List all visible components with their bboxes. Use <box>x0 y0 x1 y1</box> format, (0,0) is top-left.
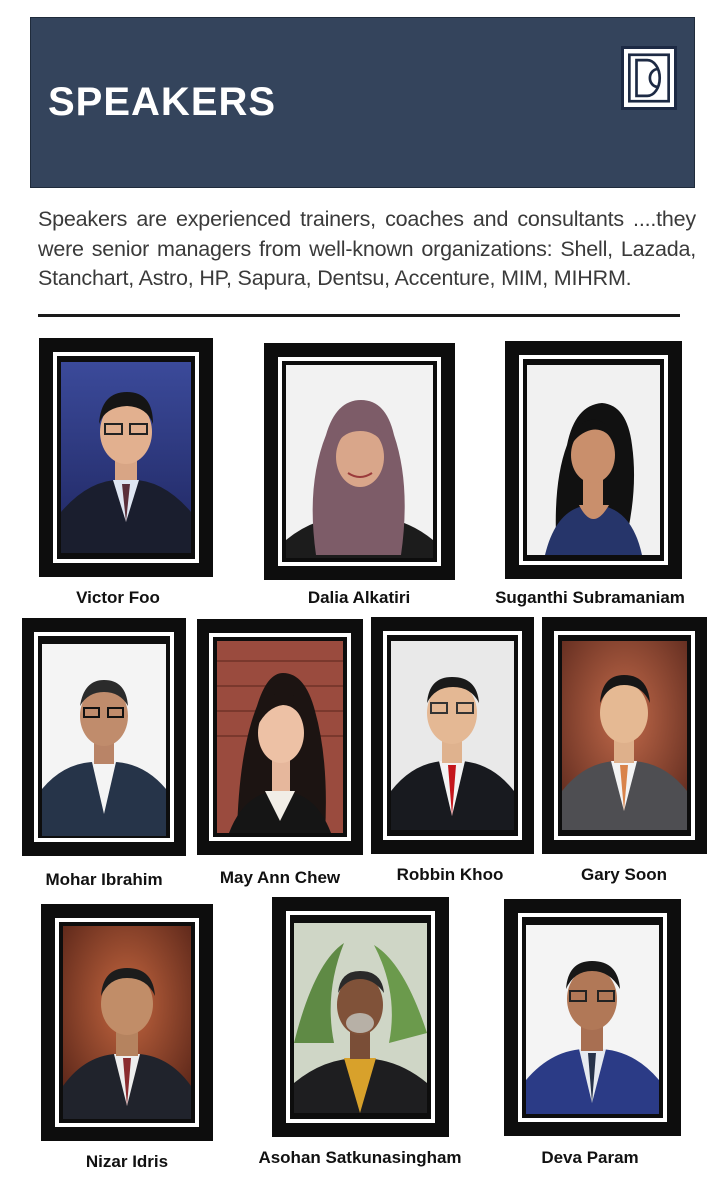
speaker-name: Mohar Ibrahim <box>45 870 163 889</box>
header-banner <box>30 17 695 188</box>
intro-paragraph: Speakers are experienced trainers, coaches and consultants ....they were senior managers from well-known organizations: Shell, Lazada, Stanchart, Astro, HP, Sapura, Dentsu, Accenture, MIM, MIHRM. <box>38 207 696 290</box>
speaker-name: Gary Soon <box>581 865 667 884</box>
speaker-card <box>371 617 534 854</box>
speaker-photo <box>294 923 427 1113</box>
speaker-name: Nizar Idris <box>85 1152 169 1171</box>
speaker-card <box>41 904 213 1141</box>
dcc-logo-icon <box>621 46 677 110</box>
speaker-photo <box>391 641 514 830</box>
speaker-photo <box>61 362 191 553</box>
speaker-name: May Ann Chew <box>219 868 341 887</box>
speaker-name: Victor Foo <box>76 588 160 607</box>
speaker-photo <box>217 641 343 833</box>
speaker-name: Asohan Satkunasingham <box>258 1148 462 1167</box>
speaker-card <box>272 897 449 1137</box>
speaker-photo <box>527 365 660 555</box>
speaker-photo <box>63 926 191 1119</box>
speaker-photo <box>286 365 433 558</box>
speaker-card <box>39 338 213 577</box>
speaker-photo <box>42 644 166 836</box>
speaker-card <box>264 343 455 580</box>
speaker-photo <box>526 925 659 1114</box>
speaker-name: Robbin Khoo <box>396 865 504 884</box>
speaker-name: Deva Param <box>541 1148 639 1167</box>
speaker-photo <box>562 641 687 830</box>
speaker-card <box>22 618 186 856</box>
speaker-name: Suganthi Subramaniam <box>495 588 685 607</box>
speaker-card <box>542 617 707 854</box>
speaker-name: Dalia Alkatiri <box>307 588 411 607</box>
page-title: SPEAKERS <box>48 80 277 124</box>
speaker-card <box>504 899 681 1136</box>
speaker-card <box>505 341 682 579</box>
speaker-card <box>197 619 363 855</box>
divider <box>38 314 680 317</box>
